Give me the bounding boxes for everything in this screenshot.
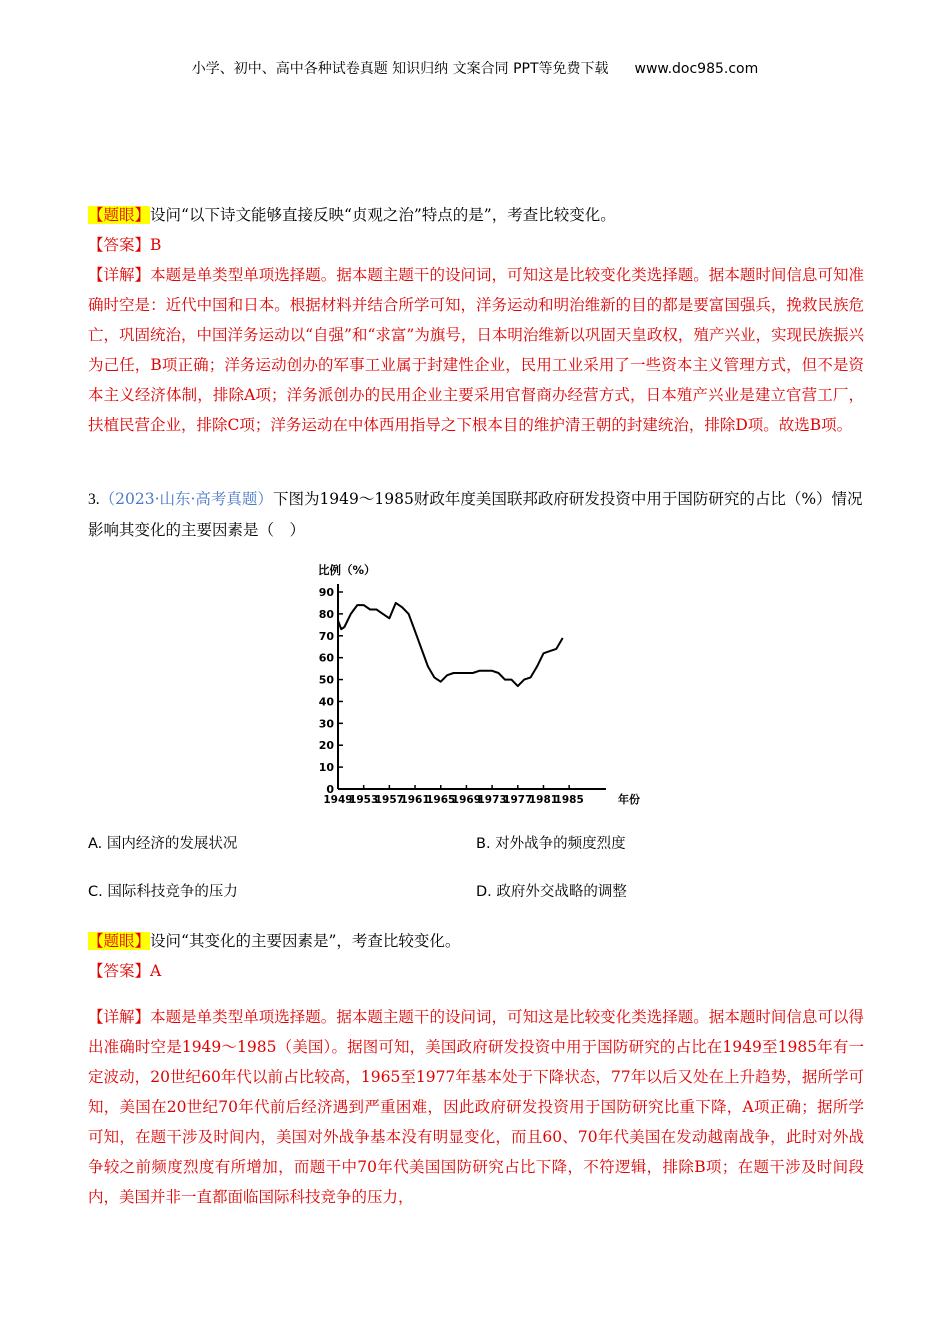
- q3-tiyan: [88, 926, 864, 956]
- q2-detail: [88, 260, 864, 440]
- page-header: [0, 58, 950, 78]
- q3-options: [88, 832, 864, 902]
- q3-answer-value: A: [150, 962, 162, 980]
- y-tick-label: 30: [318, 717, 334, 731]
- q2-tiyan-tag: 【题眼】: [88, 206, 151, 224]
- y-axis-label: 比例（%）: [318, 563, 376, 577]
- x-tick-label: 1961: [400, 794, 430, 806]
- q2-tiyan: [88, 200, 864, 230]
- q3-source: （2023·山东·高考真题）: [99, 490, 273, 508]
- q2-tiyan-text: 设问“以下诗文能够直接反映“贞观之治”特点的是”，考查比较变化。: [150, 206, 616, 224]
- q3-stem-text: 下图为1949～1985财政年度美国联邦政府研发投资中用于国防研究的占比（%）情况影响其变化的主要因素是（ ）: [88, 490, 863, 539]
- x-axis-label: 年份: [618, 793, 640, 806]
- q2-analysis: [88, 200, 864, 440]
- header-site-url: www.doc985.com: [634, 61, 759, 77]
- q2-detail-tag: 【详解】: [88, 266, 151, 284]
- q3-number: 3.: [88, 491, 100, 508]
- y-tick-label: 0: [326, 783, 334, 796]
- q2-detail-text: 本题是单类型单项选择题。据本题主题干的设问词，可知这是比较变化类选择题。据本题时间信息可知准确时空是：近代中国和日本。根据材料并结合所学可知，洋务运动和明治维新的目的都是要富国强兵，挽救民族危亡，巩固统治，中国洋务运动以“自强”和“求富”为旗号，日本明治维新以巩固天皇政权，殖产兴业，实现民族振兴为己任，B项正确；洋务运动创办的军事工业属于封建性企业，民用工业采用了一些资本主义管理方式，但不是资本主义经济体制，排除A项；洋务派创办的民用企业主要采用官督商办经营方式，日本殖产兴业是建立官营工厂，扶植民营企业，排除C项；洋务运动在中体西用指导之下根本目的维护清王朝的封建统治，排除D项。故选B项。: [88, 266, 864, 434]
- q3-tiyan-text: 设问“其变化的主要因素是”，考查比较变化。: [150, 932, 461, 950]
- y-tick-label: 10: [318, 761, 334, 775]
- option-c: C. 国际科技竞争的压力: [88, 884, 238, 900]
- header-text: 小学、初中、高中各种试卷真题 知识归纳 文案合同 PPT等免费下载: [191, 61, 609, 77]
- q3-detail-tag: 【详解】: [88, 1008, 151, 1026]
- x-tick-label: 1953: [349, 794, 379, 806]
- x-tick-label: 1969: [451, 794, 482, 806]
- q2-answer-value: B: [150, 236, 162, 254]
- q3-answer: [88, 956, 864, 986]
- x-tick-label: 1957: [374, 794, 404, 806]
- y-tick-label: 90: [318, 586, 334, 599]
- q3-analysis: [88, 926, 864, 986]
- x-tick-label: 1985: [554, 794, 584, 806]
- q3-answer-tag: 【答案】: [88, 962, 151, 980]
- x-tick-label: 1981: [528, 794, 559, 806]
- y-tick-label: 60: [318, 651, 334, 665]
- q2-answer-tag: 【答案】: [88, 236, 151, 254]
- y-tick-label: 50: [318, 673, 334, 687]
- q3-detail-text: 本题是单类型单项选择题。据本题主题干的设问词，可知这是比较变化类选择题。据本题时间信息可以得出准确时空是1949～1985（美国）。据图可知，美国政府研发投资中用于国防研究的占比在1949至1985年有一定波动，20世纪60年代以前占比较高，1965至1977年基本处于下降状态，77年以后又处在上升趋势，据所学可知，美国在20世纪70年代前后经济遇到严重困难，因此政府研发投资用于国防研究比重下降，A项正确；据所学可知，在题干涉及时间内，美国对外战争基本没有明显变化，而且60、70年代美国在发动越南战争，此时对外战争较之前频度烈度有所增加，而题干中70年代美国国防研究占比下降，不符逻辑，排除B项；在题干涉及时间段内，美国并非一直都面临国际科技竞争的压力，: [88, 1008, 864, 1206]
- y-tick-label: 40: [318, 695, 334, 709]
- defense-rd-share-chart: [300, 556, 650, 812]
- x-tick-label: 1965: [426, 794, 456, 806]
- x-tick-label: 1973: [477, 794, 507, 806]
- y-tick-label: 70: [318, 629, 334, 643]
- series-line: [338, 603, 563, 686]
- q3-stem: [88, 484, 864, 545]
- q2-answer: [88, 230, 864, 260]
- option-d: D. 政府外交战略的调整: [476, 884, 627, 900]
- q3-detail: [88, 1002, 864, 1212]
- x-tick-label: 1977: [503, 794, 533, 806]
- option-a: A. 国内经济的发展状况: [88, 836, 238, 852]
- y-tick-label: 20: [318, 739, 334, 753]
- option-b: B. 对外战争的频度烈度: [476, 836, 626, 852]
- y-tick-label: 80: [318, 607, 334, 621]
- q3-tiyan-tag: 【题眼】: [88, 932, 151, 950]
- x-tick-label: 1949: [323, 794, 353, 806]
